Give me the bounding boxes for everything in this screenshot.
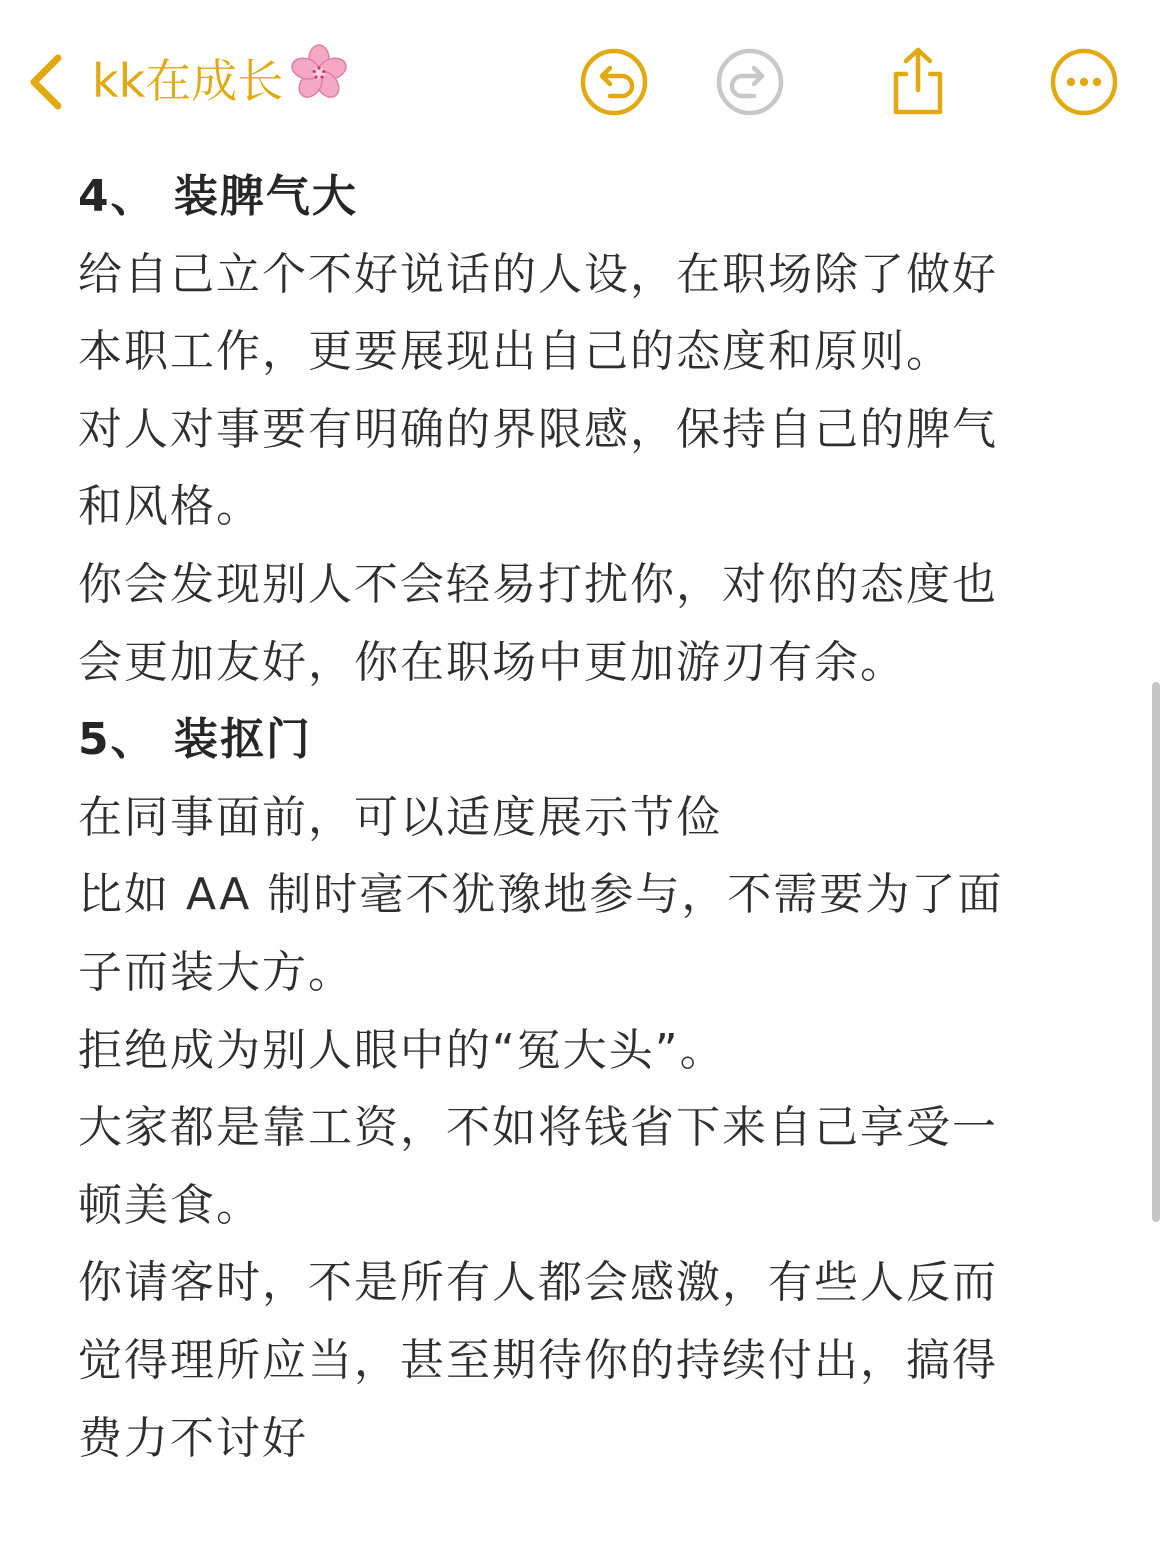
- note-text-line: 费力不讨好: [78, 1412, 308, 1464]
- note-text-line: 给自己立个不好说话的人设，在职场除了做好: [78, 248, 998, 300]
- note-text-line: 觉得理所应当，甚至期待你的持续付出，搞得: [78, 1334, 998, 1386]
- redo-button[interactable]: [714, 46, 786, 118]
- chevron-left-icon: [22, 50, 72, 114]
- note-text-line: 会更加友好，你在职场中更加游刃有余。: [78, 636, 906, 688]
- note-text-line: 你会发现别人不会轻易打扰你，对你的态度也: [78, 558, 998, 610]
- note-text-line: 比如 AA 制时毫不犹豫地参与，不需要为了面: [78, 869, 1004, 921]
- navigation-bar: [0, 0, 1170, 160]
- note-text-line: 你请客时，不是所有人都会感激，有些人反而: [78, 1257, 998, 1309]
- scrollbar-thumb[interactable]: [1152, 682, 1160, 1222]
- note-title[interactable]: [92, 46, 349, 121]
- note-text-line: 和风格。: [78, 481, 262, 533]
- redo-icon: [714, 46, 786, 118]
- share-button[interactable]: [882, 46, 954, 118]
- note-text-line: 子而装大方。: [78, 946, 354, 998]
- note-text-line: 在同事面前，可以适度展示节俭: [78, 791, 722, 843]
- note-text-line: 顿美食。: [78, 1179, 262, 1231]
- undo-icon: [578, 46, 650, 118]
- more-options-button[interactable]: [1048, 46, 1120, 118]
- note-heading: 5、 装抠门: [78, 714, 312, 766]
- undo-button[interactable]: [578, 46, 650, 118]
- more-icon: [1048, 46, 1120, 118]
- note-text-line: 拒绝成为别人眼中的“冤大头”。: [78, 1024, 726, 1076]
- back-button[interactable]: [22, 50, 72, 114]
- note-content[interactable]: [78, 158, 1108, 1477]
- note-text-line: 本职工作，更要展现出自己的态度和原则。: [78, 326, 952, 378]
- share-icon: [882, 46, 954, 118]
- note-title-text: kk在成长: [92, 54, 284, 108]
- note-text-line: 对人对事要有明确的界限感，保持自己的脾气: [78, 403, 998, 455]
- note-text-line: 大家都是靠工资，不如将钱省下来自己享受一: [78, 1102, 998, 1154]
- cherry-blossom-icon: [289, 42, 349, 121]
- note-heading: 4、 装脾气大: [78, 171, 358, 222]
